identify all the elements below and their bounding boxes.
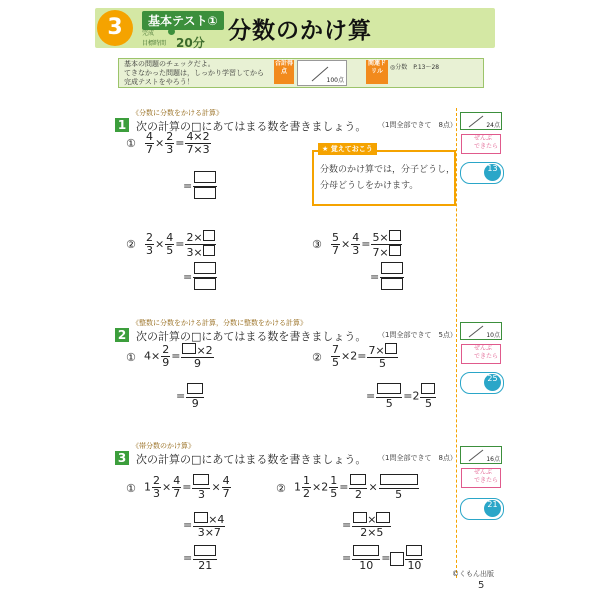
answer-box[interactable]	[350, 474, 366, 485]
total-label: 合計得点	[274, 60, 294, 84]
section-1-category: 《分数に分数をかける計算》	[132, 109, 223, 117]
answer-box[interactable]	[377, 383, 401, 394]
section-1-time-badge: 13	[460, 162, 504, 184]
answer-box[interactable]	[353, 512, 367, 523]
s3-q1-label: ①	[126, 482, 136, 495]
section-3-points: （1問全部できて 8点）	[378, 454, 457, 462]
answer-box[interactable]	[182, 343, 196, 354]
answer-box[interactable]	[203, 230, 215, 241]
memo-text: 分数のかけ算では，分子どうし， 分母どうしをかけます。	[320, 165, 456, 191]
s1-q2-answer: =	[183, 262, 218, 293]
right-divider	[456, 108, 457, 578]
s2-q2-label: ②	[312, 351, 322, 364]
publisher: ©くもん出版	[452, 570, 494, 578]
answer-box[interactable]	[376, 512, 390, 523]
s1-q1-label: ①	[126, 137, 136, 150]
section-3-number: 3	[115, 451, 129, 465]
s2-q1-answer: = 9	[176, 383, 205, 410]
answer-box[interactable]	[187, 383, 203, 394]
section-2-time-badge: 25	[460, 372, 504, 394]
answer-box[interactable]	[194, 187, 216, 199]
s3-q1-answer: = 21	[183, 545, 218, 572]
s2-q1-expr: 4× $\frac{2}{9}$ = $\frac{\times 2}{9}$	[144, 343, 213, 370]
page-number: 5	[478, 580, 485, 591]
clock-icon	[168, 28, 175, 35]
section-2-number: 2	[115, 328, 129, 342]
s2-q2-answer: = 5 =2 5	[366, 383, 437, 410]
s1-q3-label: ③	[312, 238, 322, 251]
s1-q2-expr: $\frac{2}{3}$ × $\frac{4}{5}$ = $\frac{2\times}{3\times}$	[144, 230, 217, 259]
section-3-category: 《帯分数のかけ算》	[132, 442, 195, 450]
section-3-time-badge: 21	[460, 498, 504, 520]
unit-number: 3	[97, 10, 133, 46]
s3-q2-answer: = 10 = 10	[342, 545, 424, 572]
answer-box[interactable]	[381, 262, 403, 274]
s3-q2-expr: 1 $\frac{1}{2}$ ×2 $\frac{1}{5}$ = 2 × 5	[294, 474, 420, 501]
answer-box[interactable]	[389, 230, 401, 241]
answer-box[interactable]	[194, 171, 216, 183]
section-2-score-box: 10点	[460, 322, 502, 340]
section-2-all-done-badge: ぜんぶ できたら	[461, 344, 501, 364]
target-label: 目標時間	[142, 40, 167, 47]
answer-box[interactable]	[193, 474, 209, 485]
section-3-score-box: 16点	[460, 446, 502, 464]
section-1-number: 1	[115, 118, 129, 132]
answer-box[interactable]	[421, 383, 435, 394]
s3-q2-step2: = $\frac{\times}{2\times 5}$	[342, 512, 392, 539]
answer-box[interactable]	[194, 512, 208, 523]
drill-label: 関連ドリル	[366, 60, 388, 84]
section-3-all-done-badge: ぜんぶ できたら	[461, 468, 501, 488]
s1-q2-label: ②	[126, 238, 136, 251]
section-1-all-done-badge: ぜんぶ できたら	[461, 134, 501, 154]
s1-q3-expr: $\frac{5}{7}$ × $\frac{4}{3}$ = $\frac{5\times}{7\times}$	[330, 230, 403, 259]
section-2-points: （1問全部できて 5点）	[378, 331, 457, 339]
answer-box[interactable]	[389, 245, 401, 256]
total-score-box: 100点	[297, 60, 347, 86]
test-label: 基本テスト①	[142, 11, 224, 30]
s3-q2-label: ②	[276, 482, 286, 495]
target-time: 20分	[176, 36, 205, 50]
s1-q1-answer: =	[183, 171, 218, 202]
answer-box[interactable]	[381, 278, 403, 290]
s2-q2-expr: $\frac{7}{5}$ ×2= $\frac{7\times}{5}$	[330, 343, 399, 370]
answer-box[interactable]	[203, 245, 215, 256]
section-2-instruction: 次の計算の□にあてはまる数を書きましょう。	[136, 330, 367, 343]
answer-box[interactable]	[194, 262, 216, 274]
section-1-score-box: 24点	[460, 112, 502, 130]
section-1-points: （1問全部できて 8点）	[378, 121, 457, 129]
memo-heading: ★ 覚えておこう	[318, 143, 377, 155]
s3-q1-expr: 1 $\frac{2}{3}$ × $\frac{4}{7}$ = 3 × $\frac{4}{7}$	[144, 474, 230, 501]
answer-box[interactable]	[353, 545, 379, 556]
section-1-instruction: 次の計算の□にあてはまる数を書きましょう。	[136, 120, 367, 133]
answer-box[interactable]	[406, 545, 422, 556]
s3-q1-step2: = $\frac{\times 4}{3\times 7}$	[183, 513, 225, 539]
answer-box[interactable]	[390, 552, 404, 566]
finish-label: 完成	[142, 30, 155, 37]
answer-box[interactable]	[194, 278, 216, 290]
intro-text: 基本の問題のチェックだよ。 てきなかった問題は，しっかり学習してから 完成テストをやろう！	[124, 60, 264, 86]
section-3-instruction: 次の計算の□にあてはまる数を書きましょう。	[136, 453, 367, 466]
s1-q1-expr: $\frac{4}{7}$ × $\frac{2}{3}$ = $\frac{4\times 2}{7\times 3}$	[146, 130, 210, 156]
s2-q1-label: ①	[126, 351, 136, 364]
s1-q3-answer: =	[370, 262, 405, 293]
answer-box[interactable]	[385, 343, 397, 354]
answer-box[interactable]	[194, 545, 216, 556]
drill-ref: ◎分数 P.13～28	[390, 64, 440, 71]
section-2-category: 《整数に分数をかける計算，分数に整数をかける計算》	[132, 319, 307, 327]
page-title: 分数のかけ算	[228, 18, 372, 44]
answer-box[interactable]	[380, 474, 418, 485]
